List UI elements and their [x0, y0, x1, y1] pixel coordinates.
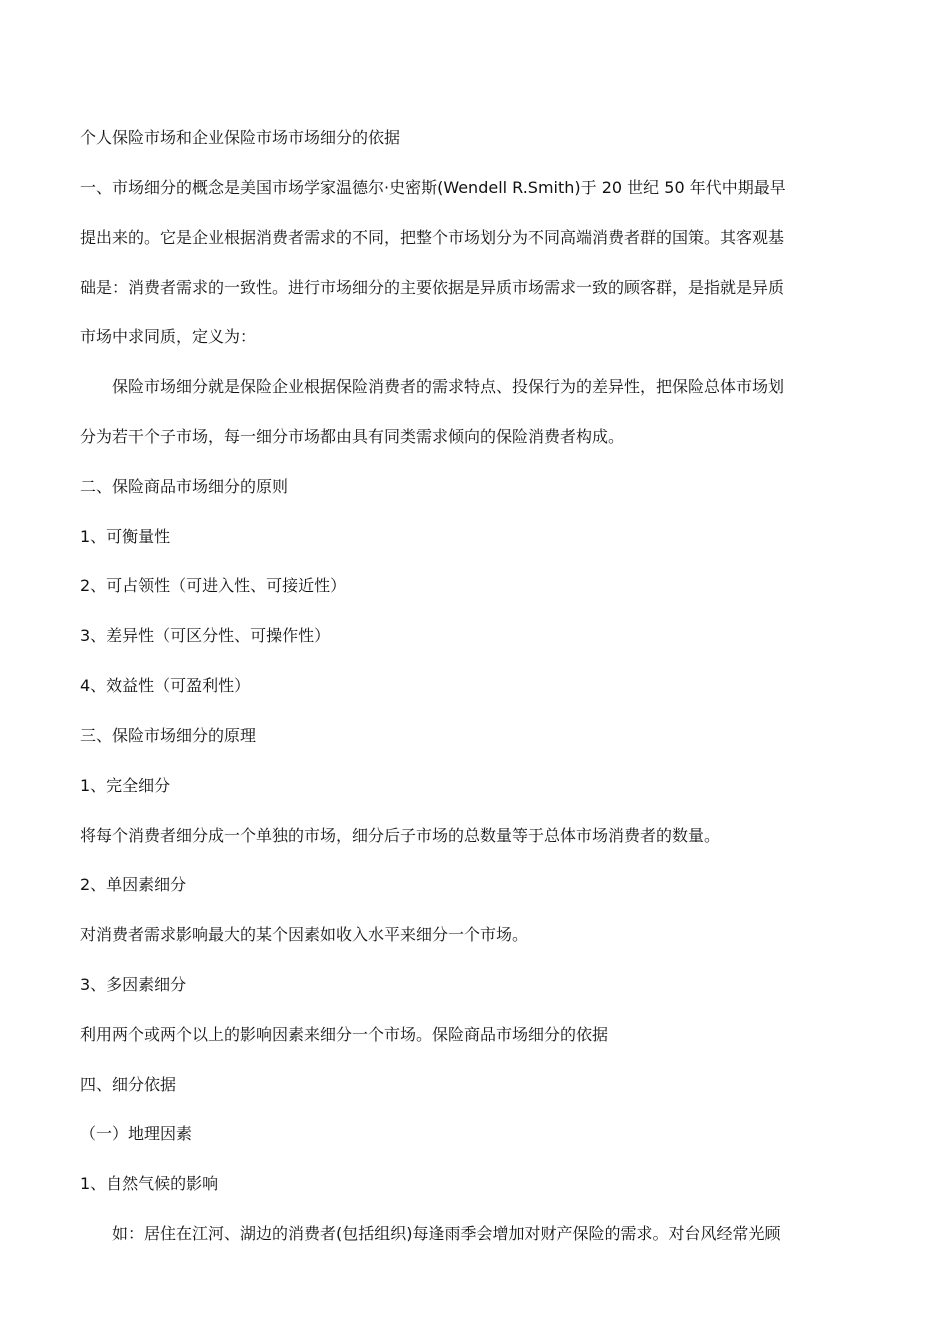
paragraph-line: 市场中求同质，定义为： — [80, 327, 257, 346]
list-item: 1、自然气候的影响 — [80, 1174, 219, 1193]
section-heading: 四、细分依据 — [80, 1075, 177, 1094]
section-heading: 三、保险市场细分的原理 — [80, 726, 257, 745]
paragraph-line: 对消费者需求影响最大的某个因素如收入水平来细分一个市场。 — [80, 925, 529, 944]
list-item: 1、完全细分 — [80, 776, 171, 795]
paragraph-line: 分为若干个子市场，每一细分市场都由具有同类需求倾向的保险消费者构成。 — [80, 427, 625, 446]
subsection-heading: （一）地理因素 — [80, 1124, 193, 1143]
paragraph-line: 保险市场细分就是保险企业根据保险消费者的需求特点、投保行为的差异性，把保险总体市场划 — [112, 377, 785, 396]
list-item: 3、多因素细分 — [80, 975, 187, 994]
list-item: 2、单因素细分 — [80, 875, 187, 894]
document-title: 个人保险市场和企业保险市场市场细分的依据 — [80, 128, 401, 147]
paragraph-line: 一、市场细分的概念是美国市场学家温德尔·史密斯(Wendell R.Smith)于 20 世纪 50 年代中期最早 — [80, 178, 786, 197]
section-heading: 二、保险商品市场细分的原则 — [80, 477, 289, 496]
paragraph-line: 利用两个或两个以上的影响因素来细分一个市场。保险商品市场细分的依据 — [80, 1025, 609, 1044]
list-item: 2、可占领性（可进入性、可接近性） — [80, 576, 347, 595]
paragraph-line: 提出来的。它是企业根据消费者需求的不同，把整个市场划分为不同高端消费者群的国策。其客观基 — [80, 228, 785, 247]
paragraph-line: 将每个消费者细分成一个单独的市场，细分后子市场的总数量等于总体市场消费者的数量。 — [80, 826, 721, 845]
paragraph-line: 如：居住在江河、湖边的消费者(包括组织)每逢雨季会增加对财产保险的需求。对台风经常光顾 — [112, 1224, 781, 1243]
list-item: 1、可衡量性 — [80, 527, 171, 546]
list-item: 4、效益性（可盈利性） — [80, 676, 251, 695]
paragraph-line: 础是：消费者需求的一致性。进行市场细分的主要依据是异质市场需求一致的顾客群，是指就是异质 — [80, 278, 785, 297]
list-item: 3、差异性（可区分性、可操作性） — [80, 626, 331, 645]
